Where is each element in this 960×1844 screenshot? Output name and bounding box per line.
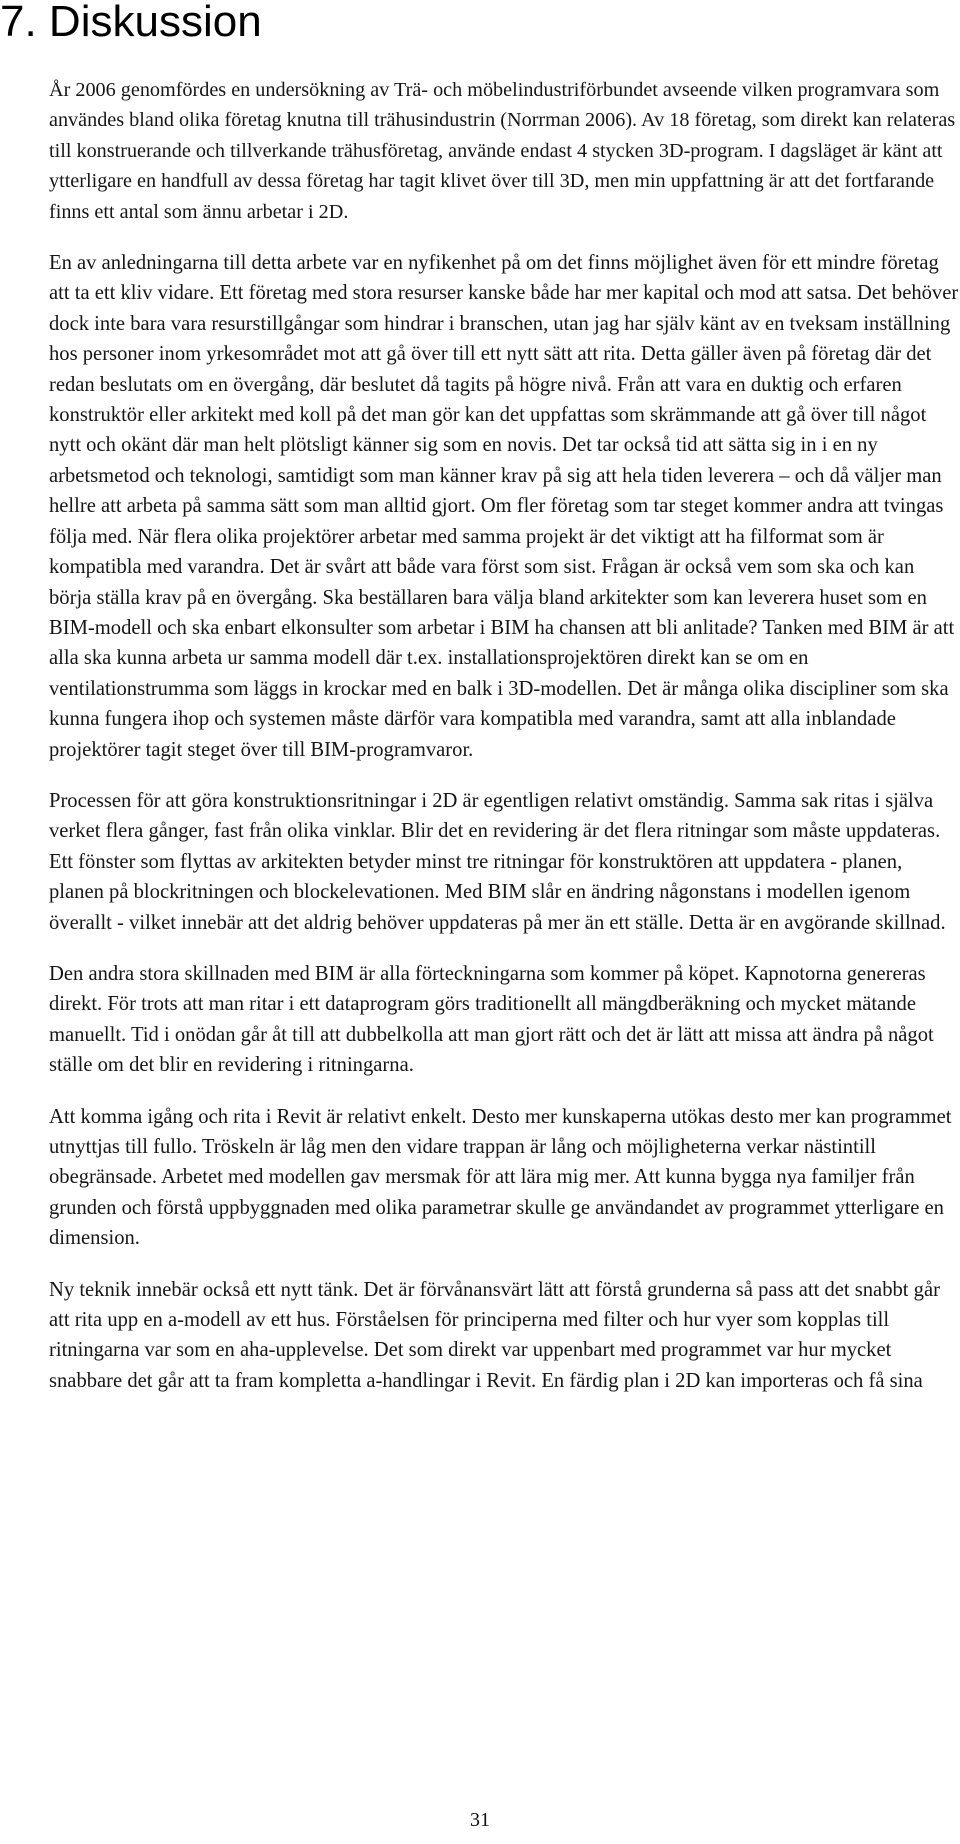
body-text: [49, 75, 960, 1417]
paragraph-1: År 2006 genomfördes en undersökning av Trä- och möbelindustriförbundet avseende vilken programvara som användes bland olika företag knutna till trähusindustrin (Norrman 2006). Av 18 företag, som direkt kan relateras till konstruerande och tillverkande trähusföretag, använde endast 4 stycken 3D-program. I dagsläget är känt att ytterligare en handfull av dessa företag har tagit klivet över till 3D, men min uppfattning är att det fortfarande finns ett antal som ännu arbetar i 2D.: [49, 79, 956, 223]
section-heading: 7. Diskussion: [0, 0, 262, 46]
paragraph-6: Ny teknik innebär också ett nytt tänk. Det är förvånansvärt lätt att förstå grunderna så pass att det snabbt går att rita upp en a-modell av ett hus. Förståelsen för principerna med filter och hur vyer som kopplas till ritningarna var som en aha-upplevelse. Det som direkt var uppenbart med programmet var hur mycket snabbare det går att ta fram kompletta a-handlingar i Revit. En färdig plan i 2D kan importeras och få sina: [49, 1278, 940, 1392]
paragraph-3: Processen för att göra konstruktionsritningar i 2D är egentligen relativt omständig. Samma sak ritas i själva verket flera gånger, fast från olika vinklar. Blir det en revidering är det flera ritningar som måste uppdateras. Ett fönster som flyttas av arkitekten betyder minst tre ritningar för konstruktören att uppdatera - planen, planen på blockritningen och blockelevationen. Med BIM slår en ändring någonstans i modellen igenom överallt - vilket innebär att det aldrig behöver uppdateras på mer än ett ställe. Detta är en avgörande skillnad.: [49, 789, 946, 934]
paragraph-4: Den andra stora skillnaden med BIM är alla förteckningarna som kommer på köpet. Kapnotorna genereras direkt. För trots att man ritar i ett dataprogram görs traditionellt all mängdberäkning och mycket mätande manuellt. Tid i onödan går åt till att dubbelkolla att man gjort rätt och det är lätt att missa att ändra på något ställe om det blir en revidering i ritningarna.: [49, 962, 934, 1077]
paragraph-2: En av anledningarna till detta arbete var en nyfikenhet på om det finns möjlighet även för ett mindre företag att ta ett kliv vidare. Ett företag med stora resurser kanske både har mer kapital och mod att satsa. Det behöver dock inte bara vara resurstillgångar som hindrar i branschen, utan jag har själv känt av en tveksam inställning hos personer inom yrkesområdet mot att gå över till ett nytt sätt att rita. Detta gäller även på företag där det redan beslutats om en övergång, där beslutet då tagits på högre nivå. Från att vara en duktig och erfaren konstruktör eller arkitekt med koll på det man gör kan det uppfattas som skrämmande att gå över till något nytt och okänt där man helt plötsligt känner sig som en novis. Det tar också tid att sätta sig in i en ny arbetsmetod och teknologi, samtidigt som man känner krav på sig att hela tiden leverera – och då väljer man hellre att arbeta på samma sätt som man alltid gjort. Om fler företag som tar steget kommer andra att tvingas följa med. När flera olika projektörer arbetar med samma projekt är det viktigt att ha filformat som är kompatibla med varandra. Det är svårt att både vara först som sist. Frågan är också vem som ska och kan börja ställa krav på en övergång. Ska beställaren bara välja bland arkitekter som kan leverera huset som en BIM-modell och ska enbart elkonsulter som arbetar i BIM ha chansen att bli anlitade? Tanken med BIM är att alla ska kunna arbeta ur samma modell där t.ex. installationsprojektören direkt kan se om en ventilationstrumma som läggs in krockar med en balk i 3D-modellen. Det är många olika discipliner som ska kunna fungera ihop och systemen måste därför vara kompatibla med varandra, samt att alla inblandade projektörer tagit steget över till BIM-programvaror.: [49, 252, 959, 761]
page-number: 31: [470, 1809, 490, 1831]
paragraph-5: Att komma igång och rita i Revit är relativt enkelt. Desto mer kunskaperna utökas desto mer kan programmet utnyttjas till fullo. Tröskeln är låg men den vidare trappan är lång och möjligheterna verkar nästintill obegränsade. Arbetet med modellen gav mersmak för att lära mig mer. Att kunna bygga nya familjer från grunden och förstå uppbyggnaden med olika parametrar skulle ge användandet av programmet ytterligare en dimension.: [49, 1105, 952, 1250]
